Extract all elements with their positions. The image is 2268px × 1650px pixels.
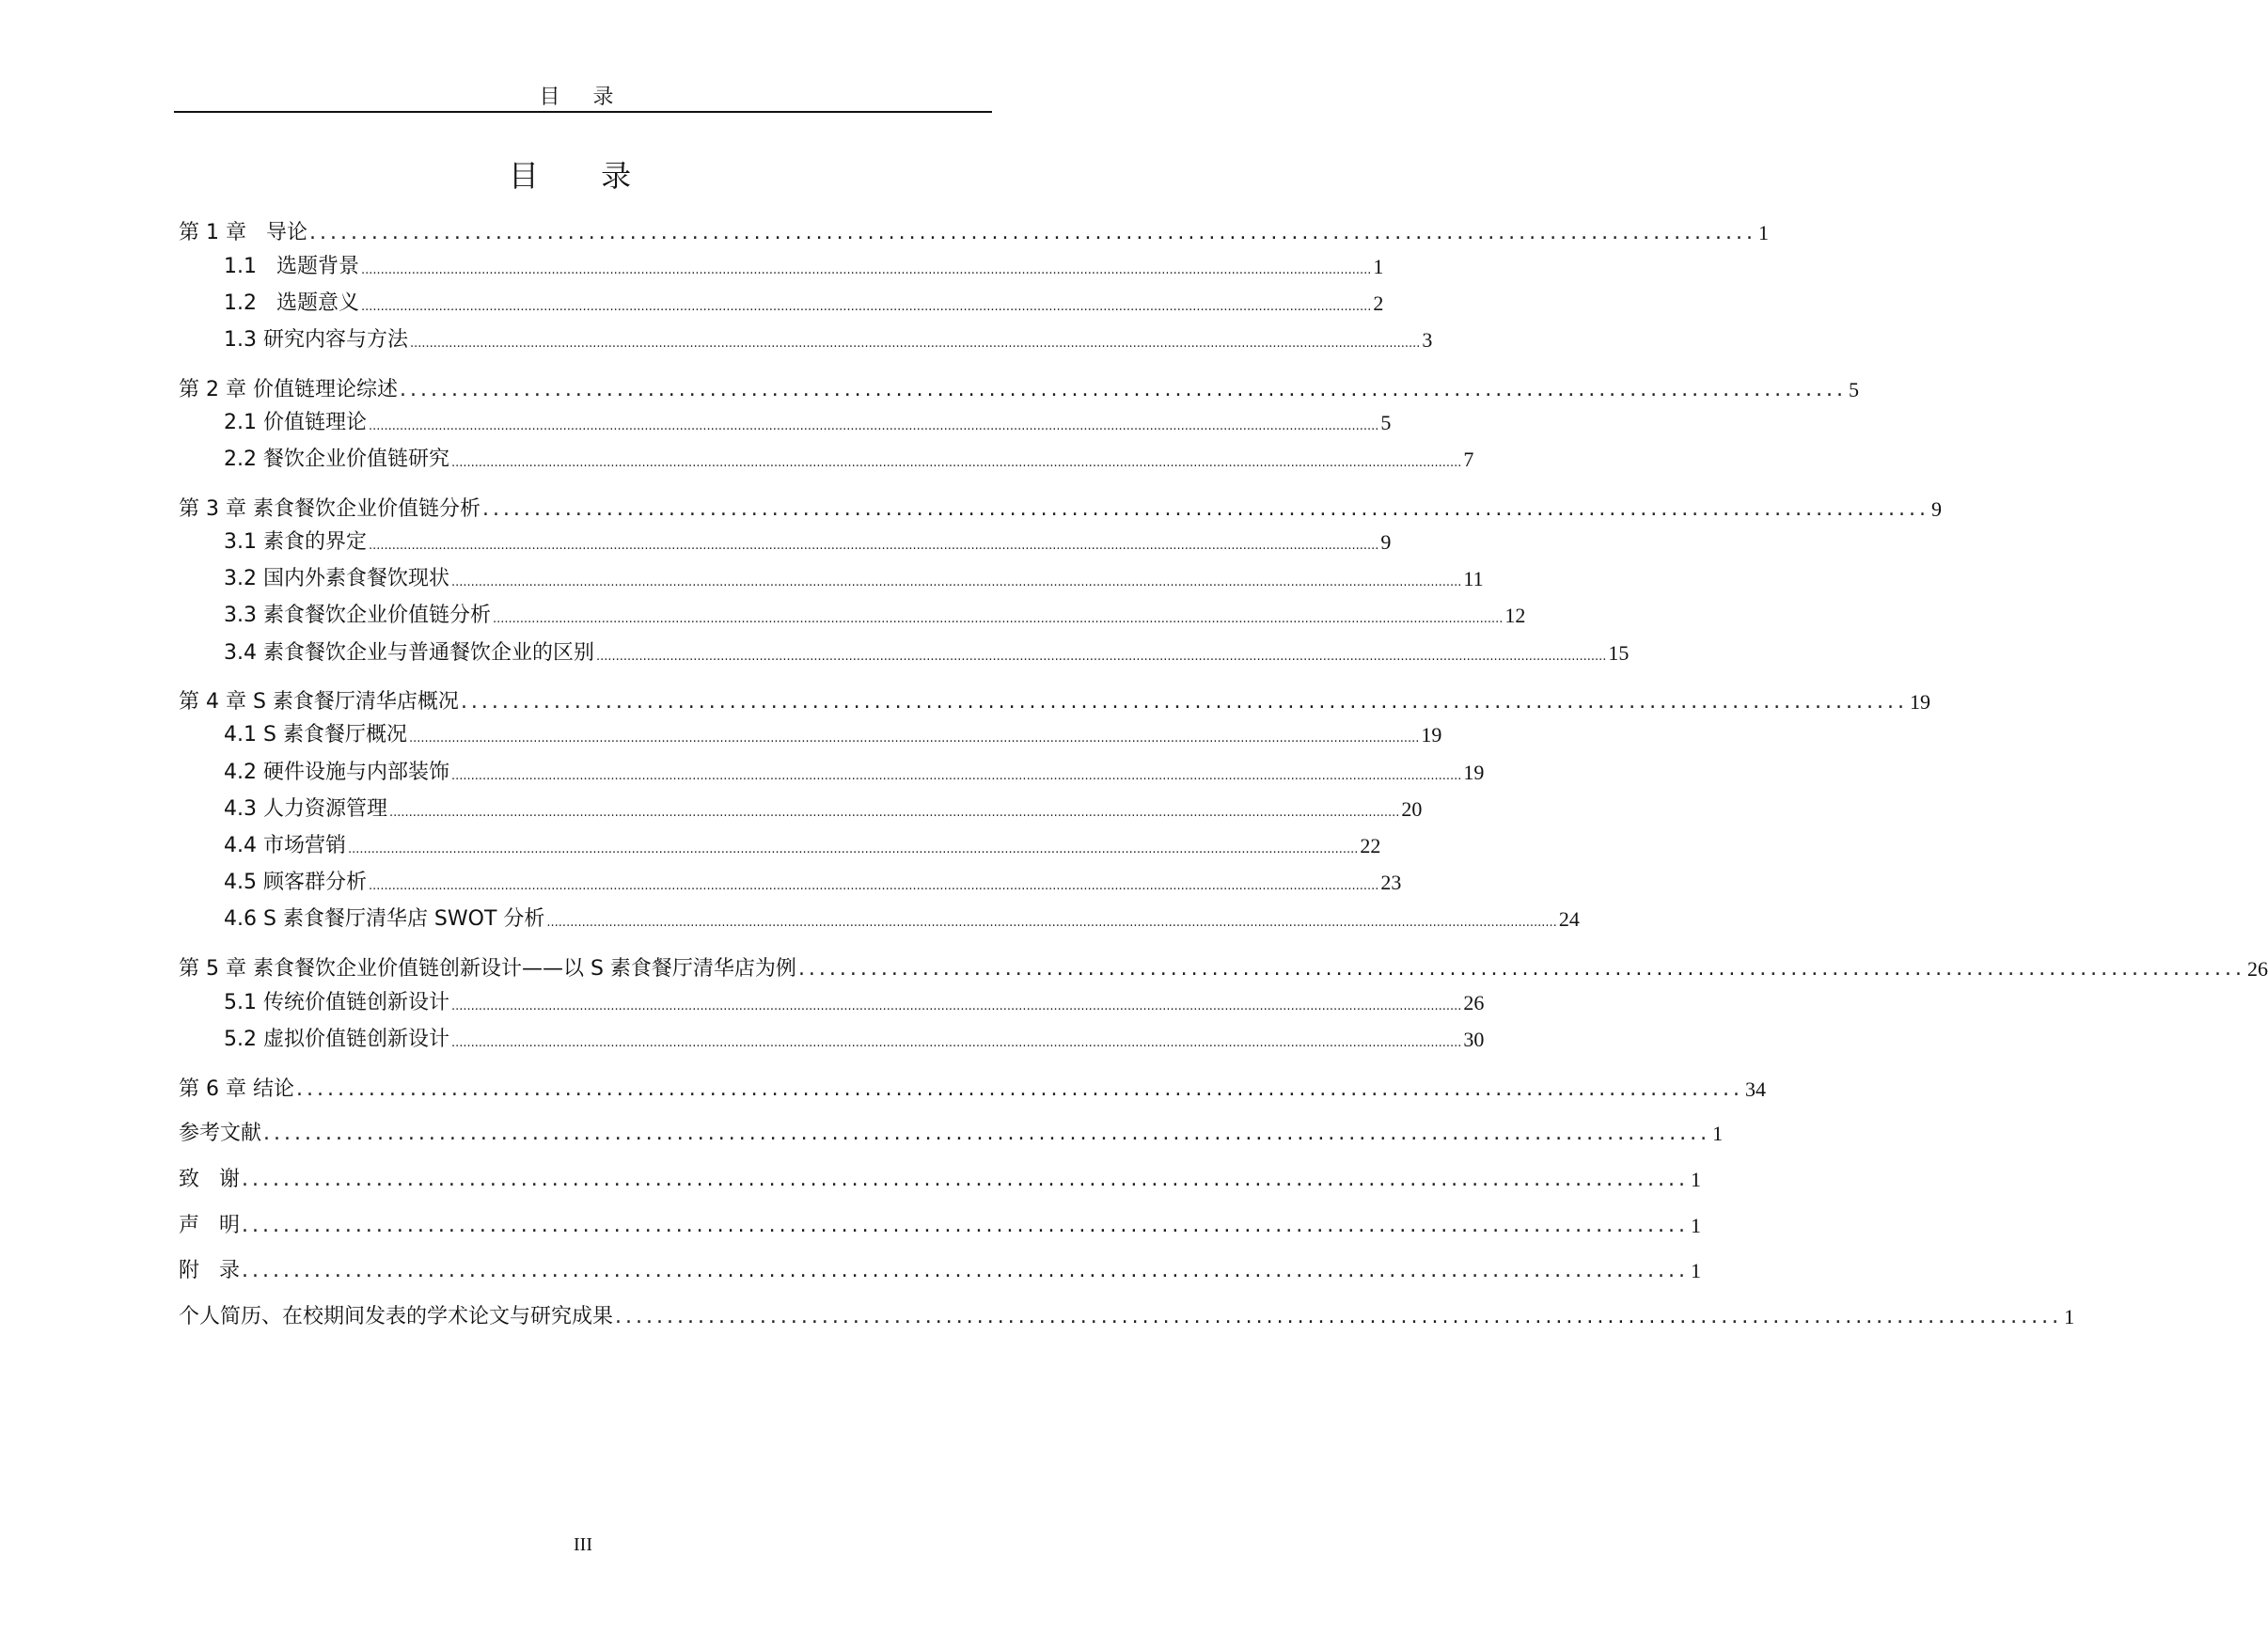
toc-entry-page: 12 bbox=[1504, 604, 1526, 627]
toc-entry-page: 2 bbox=[1373, 291, 1384, 315]
dot-leader: .................................................................................................................................................................................................................................................................... bbox=[409, 337, 1421, 351]
dot-leader: .................................................................................................................................................................................................................................................................... bbox=[546, 916, 1557, 930]
toc-chapter-entry[interactable] bbox=[179, 210, 1770, 247]
dot-leader: .................................................................................................................................................................................................................................................................... bbox=[368, 539, 1379, 553]
toc-section-entry[interactable] bbox=[224, 859, 1402, 897]
toc-entry-label: 附 录 bbox=[179, 1259, 240, 1282]
toc-entry-page: 1 bbox=[1712, 1122, 1724, 1145]
toc-section-entry[interactable] bbox=[224, 630, 1630, 668]
toc-entry-label: 个人简历、在校期间发表的学术论文与研究成果 bbox=[179, 1305, 614, 1328]
toc-chapter-entry[interactable] bbox=[179, 1294, 2075, 1331]
toc-section-entry[interactable] bbox=[224, 1016, 1485, 1054]
toc-section-entry[interactable] bbox=[224, 786, 1423, 824]
page-number: III bbox=[574, 1534, 592, 1555]
toc-entry-page: 34 bbox=[1745, 1077, 1767, 1101]
toc-entry-page: 9 bbox=[1931, 497, 1943, 521]
toc-chapter-entry[interactable] bbox=[179, 1248, 1702, 1285]
dot-leader: .................................................................................................................................................................................................................................................................... bbox=[595, 650, 1607, 664]
toc-entry-label: 2.2 餐饮企业价值链研究 bbox=[224, 448, 449, 471]
toc-entry-label: 2.1 价值链理论 bbox=[224, 411, 367, 434]
toc-entry-page: 5 bbox=[1380, 411, 1392, 434]
toc-entry-label: 3.1 素食的界定 bbox=[224, 530, 367, 554]
toc-entry-label: 声 明 bbox=[179, 1214, 240, 1237]
toc-entry-label: 第 5 章 素食餐饮企业价值链创新设计——以 S 素食餐厅清华店为例 bbox=[179, 957, 796, 981]
toc-entry-page: 5 bbox=[1849, 378, 1860, 401]
toc-title: 目 录 bbox=[508, 158, 658, 194]
toc-entry-label: 第 3 章 素食餐饮企业价值链分析 bbox=[179, 497, 480, 521]
toc-entry-label: 参考文献 bbox=[179, 1122, 262, 1145]
toc-chapter-entry[interactable] bbox=[179, 1156, 1702, 1194]
dot-leader: ............................................................................................................................................ bbox=[241, 1214, 1690, 1237]
dot-leader: ............................................................................................................................................ bbox=[797, 957, 2245, 981]
toc-entry-label: 4.2 硬件设施与内部装饰 bbox=[224, 761, 449, 784]
dot-leader: .................................................................................................................................................................................................................................................................... bbox=[450, 456, 1462, 470]
toc-entry-label: 致 谢 bbox=[179, 1168, 240, 1191]
dot-leader: .................................................................................................................................................................................................................................................................... bbox=[388, 806, 1400, 820]
dot-leader: .................................................................................................................................................................................................................................................................... bbox=[368, 419, 1379, 433]
toc-entry-page: 1 bbox=[1691, 1168, 1702, 1191]
toc-entry-label: 第 6 章 结论 bbox=[179, 1077, 294, 1101]
toc-entry-page: 19 bbox=[1909, 690, 1930, 714]
toc-entry-label: 4.3 人力资源管理 bbox=[224, 797, 387, 821]
toc-entry-page: 26 bbox=[2246, 957, 2268, 981]
toc-entry-page: 23 bbox=[1380, 871, 1402, 894]
dot-leader: .................................................................................................................................................................................................................................................................... bbox=[492, 612, 1504, 626]
toc-chapter-entry[interactable] bbox=[179, 679, 1930, 716]
toc-entry-page: 3 bbox=[1422, 328, 1433, 352]
toc-entry-label: 第 4 章 S 素食餐厅清华店概况 bbox=[179, 690, 459, 714]
toc-chapter-entry[interactable] bbox=[179, 1066, 1767, 1104]
toc-section-entry[interactable] bbox=[224, 749, 1485, 787]
toc-section-entry[interactable] bbox=[224, 519, 1392, 557]
dot-leader: .................................................................................................................................................................................................................................................................... bbox=[450, 1036, 1462, 1050]
dot-leader: .................................................................................................................................................................................................................................................................... bbox=[347, 842, 1359, 856]
toc-entry-label: 3.2 国内外素食餐饮现状 bbox=[224, 567, 449, 590]
toc-section-entry[interactable] bbox=[224, 823, 1381, 860]
toc-entry-label: 第 1 章 导论 bbox=[179, 221, 307, 244]
toc-section-entry[interactable] bbox=[224, 980, 1485, 1017]
toc-entry-page: 30 bbox=[1463, 1028, 1485, 1051]
toc-entry-page: 1 bbox=[2064, 1305, 2075, 1328]
toc-entry-page: 1 bbox=[1691, 1214, 1702, 1237]
dot-leader: .................................................................................................................................................................................................................................................................... bbox=[360, 263, 1372, 277]
dot-leader: ............................................................................................................................................ bbox=[308, 221, 1757, 244]
dot-leader: .................................................................................................................................................................................................................................................................... bbox=[368, 879, 1379, 893]
toc-entry-label: 5.1 传统价值链创新设计 bbox=[224, 991, 449, 1014]
toc-section-entry[interactable] bbox=[224, 400, 1392, 437]
toc-section-entry[interactable] bbox=[224, 592, 1526, 630]
toc-chapter-entry[interactable] bbox=[179, 486, 1943, 524]
toc-entry-label: 3.3 素食餐饮企业价值链分析 bbox=[224, 604, 491, 627]
toc-entry-label: 1.2 选题意义 bbox=[224, 291, 359, 315]
toc-entry-page: 9 bbox=[1380, 530, 1392, 554]
toc-entry-page: 26 bbox=[1463, 991, 1485, 1014]
toc-entry-label: 3.4 素食餐饮企业与普通餐饮企业的区别 bbox=[224, 641, 594, 665]
dot-leader: ............................................................................................................................................ bbox=[241, 1168, 1690, 1191]
dot-leader: .................................................................................................................................................................................................................................................................... bbox=[450, 769, 1462, 783]
running-header: 目 录 bbox=[539, 86, 627, 109]
toc-entry-label: 4.1 S 素食餐厅概况 bbox=[224, 723, 407, 746]
header-divider bbox=[174, 111, 992, 113]
toc-chapter-entry[interactable] bbox=[179, 946, 2268, 983]
toc-entry-label: 5.2 虚拟价值链创新设计 bbox=[224, 1028, 449, 1051]
toc-entry-page: 22 bbox=[1360, 834, 1381, 857]
toc-chapter-entry[interactable] bbox=[179, 367, 1860, 404]
toc-entry-page: 24 bbox=[1558, 907, 1580, 931]
dot-leader: ............................................................................................................................................ bbox=[399, 378, 1848, 401]
toc-section-entry[interactable] bbox=[224, 280, 1384, 318]
dot-leader: .................................................................................................................................................................................................................................................................... bbox=[450, 575, 1462, 589]
toc-section-entry[interactable] bbox=[224, 436, 1474, 474]
toc-chapter-entry[interactable] bbox=[179, 1202, 1702, 1240]
dot-leader: .................................................................................................................................................................................................................................................................... bbox=[408, 731, 1420, 746]
toc-entry-label: 1.1 选题背景 bbox=[224, 255, 359, 278]
toc-entry-page: 1 bbox=[1373, 255, 1384, 278]
toc-entry-label: 4.4 市场营销 bbox=[224, 834, 346, 857]
toc-section-entry[interactable] bbox=[224, 896, 1580, 934]
toc-entry-page: 15 bbox=[1608, 641, 1630, 665]
toc-entry-label: 4.6 S 素食餐厅清华店 SWOT 分析 bbox=[224, 907, 545, 931]
toc-entry-label: 1.3 研究内容与方法 bbox=[224, 328, 408, 352]
toc-entry-page: 1 bbox=[1758, 221, 1770, 244]
toc-entry-page: 19 bbox=[1463, 761, 1485, 784]
toc-section-entry[interactable] bbox=[224, 317, 1433, 354]
toc-section-entry[interactable] bbox=[224, 712, 1442, 749]
toc-entry-page: 7 bbox=[1463, 448, 1474, 471]
toc-section-entry[interactable] bbox=[224, 244, 1384, 281]
dot-leader: ............................................................................................................................................ bbox=[460, 690, 1908, 714]
dot-leader: .................................................................................................................................................................................................................................................................... bbox=[360, 300, 1372, 314]
toc-entry-page: 19 bbox=[1421, 723, 1442, 746]
dot-leader: ............................................................................................................................................ bbox=[295, 1077, 1744, 1101]
toc-entry-label: 4.5 顾客群分析 bbox=[224, 871, 367, 894]
dot-leader: .................................................................................................................................................................................................................................................................... bbox=[450, 999, 1462, 1014]
toc-chapter-entry[interactable] bbox=[179, 1110, 1724, 1148]
toc-entry-label: 第 2 章 价值链理论综述 bbox=[179, 378, 398, 401]
dot-leader: ............................................................................................................................................ bbox=[263, 1122, 1711, 1145]
dot-leader: ............................................................................................................................................ bbox=[481, 497, 1930, 521]
toc-entry-page: 1 bbox=[1691, 1259, 1702, 1282]
toc-entry-page: 11 bbox=[1463, 567, 1484, 590]
toc-entry-page: 20 bbox=[1401, 797, 1423, 821]
dot-leader: ............................................................................................................................................ bbox=[615, 1305, 2063, 1328]
toc-section-entry[interactable] bbox=[224, 556, 1484, 593]
dot-leader: ............................................................................................................................................ bbox=[241, 1259, 1690, 1282]
